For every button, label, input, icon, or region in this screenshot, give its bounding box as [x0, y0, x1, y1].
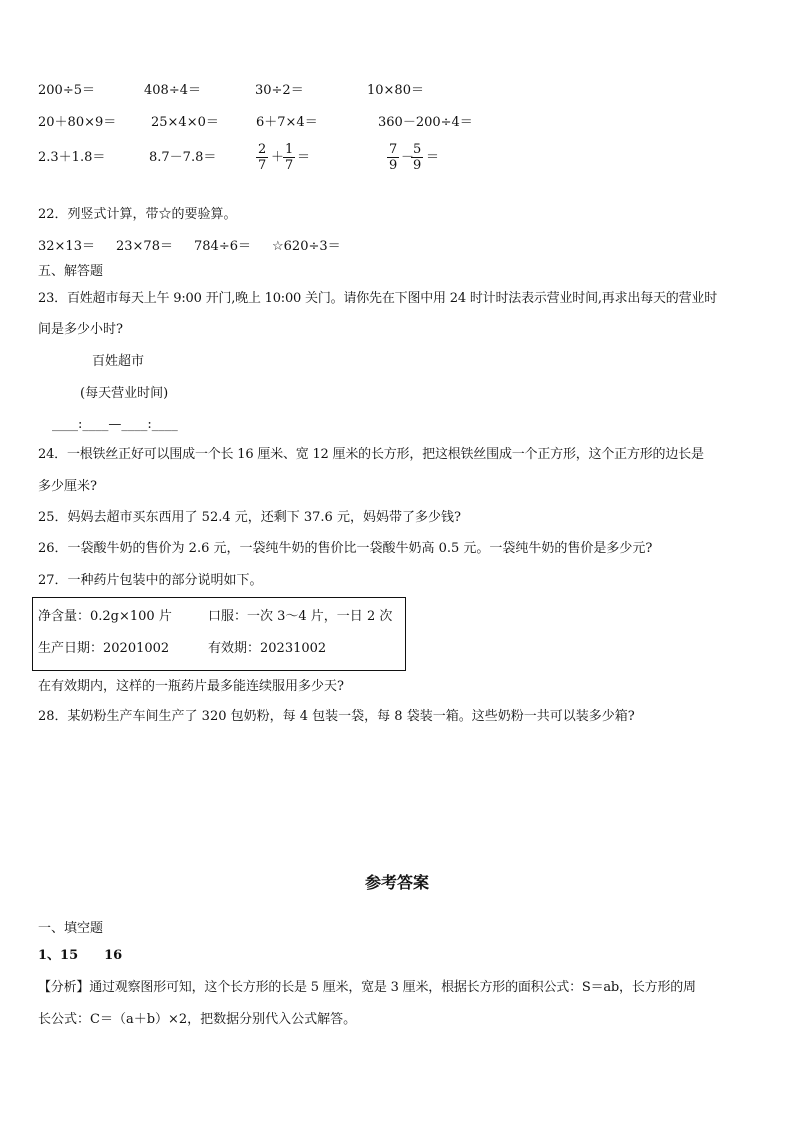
- analysis-text: 【分析】通过观察图形可知，这个长方形的长是 5 厘米，宽是 3 厘米，根据长方形的面积公式：S＝ab，长方形的周: [38, 980, 696, 995]
- store-name: 百姓超市: [92, 354, 145, 369]
- calc-item: 10×80＝: [367, 83, 424, 98]
- calc-item: 360－200÷4＝: [378, 115, 473, 130]
- fraction: [256, 142, 268, 173]
- calc-item: 8.7－7.8＝: [149, 150, 217, 165]
- question-23-text: 23．百姓超市每天上午 9:00 开门,晚上 10:00 关门。请你先在下图中用 24 时计时法表示营业时间,再求出每天的营业时: [38, 291, 718, 306]
- question-24-text: 多少厘米?: [38, 479, 97, 494]
- equals: ＝: [297, 150, 311, 165]
- dosage: 口服：一次 3～4 片，一日 2 次: [208, 609, 393, 624]
- calc-item: 30÷2＝: [255, 83, 304, 98]
- calc-item: 784÷6＝: [194, 239, 251, 254]
- business-hours-label: (每天营业时间): [80, 386, 169, 401]
- calc-item: 20＋80×9＝: [38, 115, 117, 130]
- calc-item: 408÷4＝: [144, 83, 201, 98]
- fraction: [387, 142, 399, 173]
- operator: ＋: [271, 150, 285, 165]
- fraction: [411, 142, 423, 173]
- net-content: 净含量：0.2g×100 片: [38, 609, 172, 624]
- question-25-text: 25．妈妈去超市买东西用了 52.4 元，还剩下 37.6 元，妈妈带了多少钱?: [38, 510, 461, 525]
- numerator: 1: [285, 142, 294, 157]
- section-heading: 一、填空题: [38, 921, 104, 936]
- calc-item: ☆620÷3＝: [272, 239, 341, 254]
- question-26-text: 26．一袋酸牛奶的售价为 2.6 元，一袋纯牛奶的售价比一袋酸牛奶高 0.5 元。一袋纯牛奶的售价是多少元?: [38, 541, 653, 556]
- expiry-date: 有效期：20231002: [208, 641, 327, 656]
- calc-item: 6＋7×4＝: [256, 115, 318, 130]
- denominator: 7: [285, 158, 294, 173]
- time-blank: ____:____—____:____: [52, 417, 178, 432]
- calc-item: 200÷5＝: [38, 83, 95, 98]
- production-date: 生产日期：20201002: [38, 641, 170, 656]
- analysis-text: 长公式：C＝（a＋b）×2，把数据分别代入公式解答。: [38, 1012, 357, 1027]
- answer-title: 参考答案: [364, 873, 429, 892]
- question-28-text: 28．某奶粉生产车间生产了 320 包奶粉，每 4 包装一袋，每 8 袋装一箱。这些奶粉一共可以装多少箱?: [38, 709, 635, 724]
- calc-item: 2.3＋1.8＝: [38, 150, 106, 165]
- calc-item: 25×4×0＝: [151, 115, 219, 130]
- question-24-text: 24．一根铁丝正好可以围成一个长 16 厘米、宽 12 厘米的长方形，把这根铁丝围成一个正方形，这个正方形的边长是: [38, 447, 704, 462]
- section-heading: 五、解答题: [38, 264, 104, 279]
- question-27-text: 在有效期内，这样的一瓶药片最多能连续服用多少天?: [38, 679, 344, 694]
- denominator: 9: [389, 158, 398, 173]
- question-27-title: 27．一种药片包装中的部分说明如下。: [38, 573, 263, 588]
- operator: －: [401, 150, 415, 165]
- calc-item: 32×13＝: [38, 239, 95, 254]
- denominator: 7: [258, 158, 267, 173]
- numerator: 5: [413, 142, 422, 157]
- numerator: 7: [389, 142, 398, 157]
- fraction: [283, 142, 295, 173]
- answer-1: 1、15 16: [38, 948, 123, 963]
- calc-item: 23×78＝: [116, 239, 173, 254]
- denominator: 9: [413, 158, 422, 173]
- equals: ＝: [426, 150, 440, 165]
- numerator: 2: [258, 142, 267, 157]
- question-22-title: 22．列竖式计算，带☆的要验算。: [38, 207, 237, 222]
- question-23-text: 间是多少小时?: [38, 322, 123, 337]
